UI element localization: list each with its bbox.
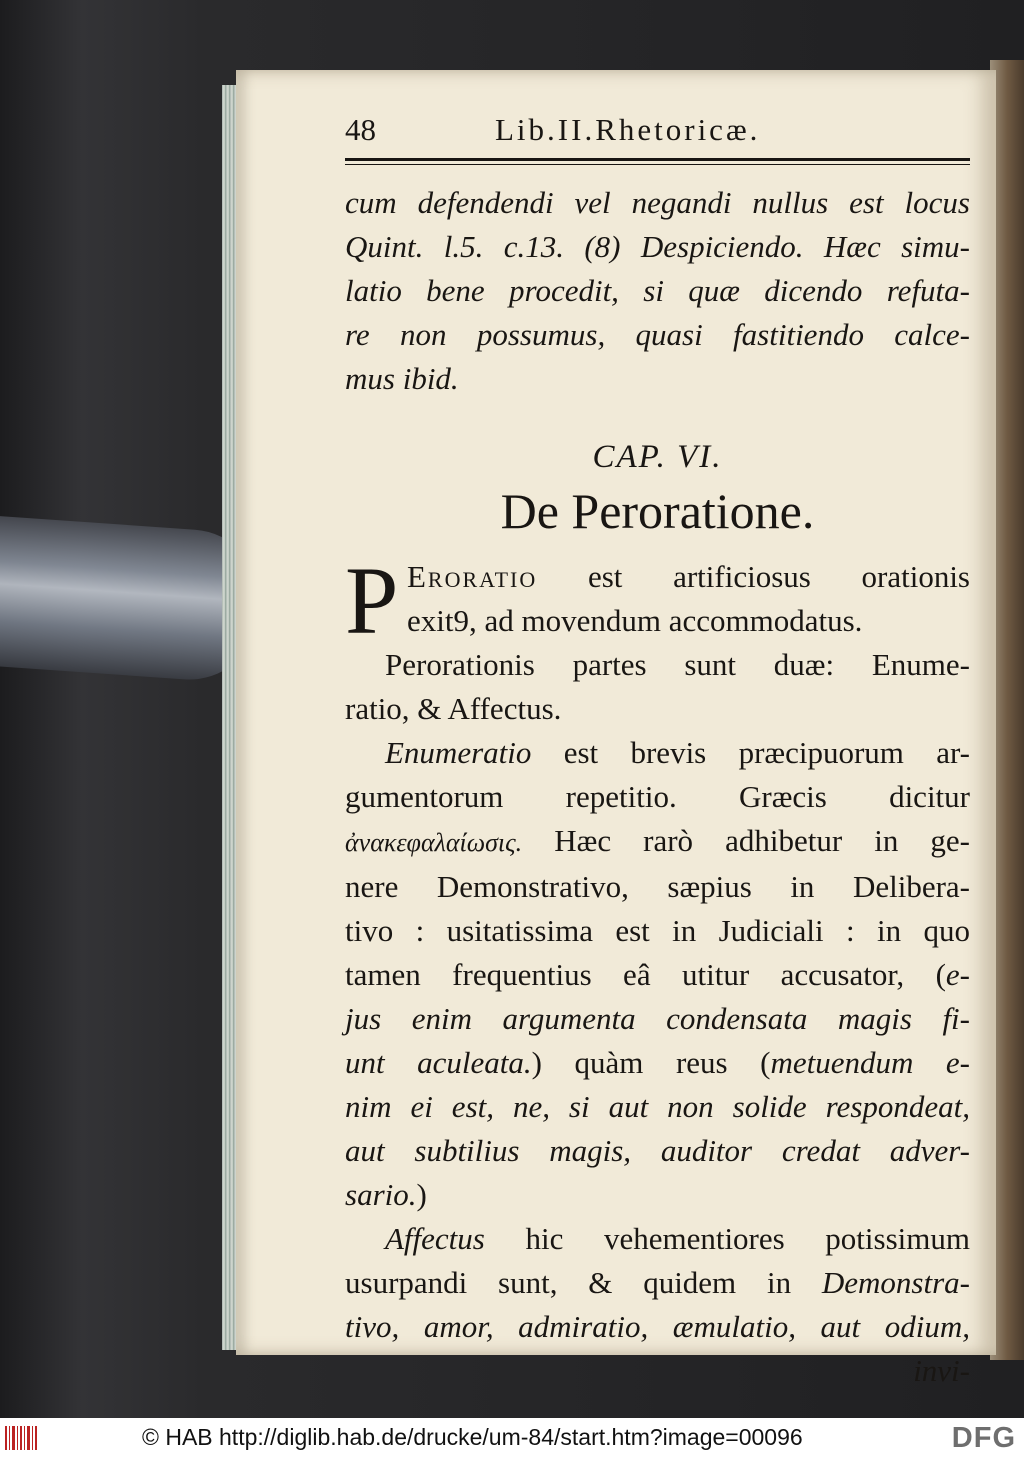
- text-line: [345, 1217, 970, 1261]
- text-span: hic vehementiores potissimum: [525, 1221, 971, 1256]
- term-enumeratio: Enumeratio: [385, 735, 532, 770]
- text-line: [345, 225, 970, 269]
- footer-bar: [0, 1418, 1024, 1457]
- text-line: [345, 1173, 970, 1217]
- catchword: invi-: [913, 1353, 970, 1388]
- hab-logo-icon: [4, 1424, 38, 1452]
- copyright-link[interactable]: © HAB http://diglib.hab.de/drucke/um-84/start.htm?image=00096: [142, 1424, 803, 1450]
- header-rule-thin: [345, 164, 970, 165]
- text-line: re non possumus, quasi fastitiendo calce-: [345, 317, 970, 352]
- text-span: usurpandi sunt, & quidem in: [345, 1265, 792, 1300]
- page-text: [345, 112, 970, 1393]
- running-head: Lib.II.Rhetoricæ.: [495, 112, 761, 147]
- text-line: mus ibid.: [345, 361, 459, 396]
- page-number: 48: [345, 112, 376, 147]
- text-line: ratio, & Affectus.: [345, 691, 562, 726]
- chapter-number: CAP. VI.: [592, 439, 723, 475]
- text-line: exit9, ad movendum accommodatus.: [407, 603, 863, 638]
- text-span: tamen frequentius eâ utitur accusator, (: [345, 957, 946, 992]
- text-line: [345, 953, 970, 997]
- text-line: gumentorum repetitio. Græcis dicitur: [345, 779, 970, 814]
- term-affectus: Affectus: [385, 1221, 485, 1256]
- text-line: latio bene procedit, si quæ dicendo refuta-: [345, 273, 970, 308]
- text-line: Perorationis partes sunt duæ: Enume-: [385, 647, 970, 682]
- text-line: tivo, amor, admiratio, æmulatio, aut odium,: [345, 1309, 970, 1344]
- text-line: [345, 819, 970, 865]
- text-line: [345, 1041, 970, 1085]
- small-caps-word: Eroratio: [407, 559, 538, 594]
- greek-term: ἀνακεφαλαίωσις.: [345, 828, 523, 857]
- text-span: unt aculeata.: [345, 1045, 532, 1080]
- text-span: Demonstra-: [821, 1265, 970, 1300]
- chapter-title: De Peroratione.: [500, 483, 815, 539]
- text-line: cum defendendi vel negandi nullus est locus: [345, 185, 970, 220]
- text-line: [407, 555, 970, 599]
- citation: Quint. l.5. c.13.: [345, 229, 564, 264]
- dfg-logo: DFG: [951, 1422, 1016, 1454]
- drop-cap: P: [345, 547, 399, 654]
- text-line: nere Demonstrativo, sæpius in Delibera-: [345, 869, 970, 904]
- text-span: ): [416, 1177, 427, 1212]
- text-line: jus enim argumenta condensata magis fi-: [345, 1001, 970, 1036]
- text-line: [345, 731, 970, 775]
- text-line: tivo : usitatissima est in Judiciali : in quo: [345, 913, 970, 948]
- header-rule: [345, 158, 970, 161]
- text-span: Hæc rarò adhibetur in ge-: [554, 823, 970, 858]
- text-span: e-: [945, 957, 970, 992]
- page-header: [345, 112, 970, 152]
- text-span: (8) Despiciendo. Hæc simu-: [584, 229, 970, 264]
- text-span: est artificiosus orationis: [587, 559, 970, 594]
- text-span: sario.: [345, 1177, 417, 1212]
- text-line: nim ei est, ne, si aut non solide respondeat,: [345, 1089, 970, 1124]
- text-line: [345, 1261, 970, 1305]
- text-span: metuendum e-: [770, 1045, 970, 1080]
- text-span: ) quàm reus (: [531, 1045, 771, 1080]
- text-line: aut subtilius magis, auditor credat adver-: [345, 1133, 970, 1168]
- paragraph-peroratio: [345, 547, 970, 654]
- text-span: est brevis præcipuorum ar-: [563, 735, 971, 770]
